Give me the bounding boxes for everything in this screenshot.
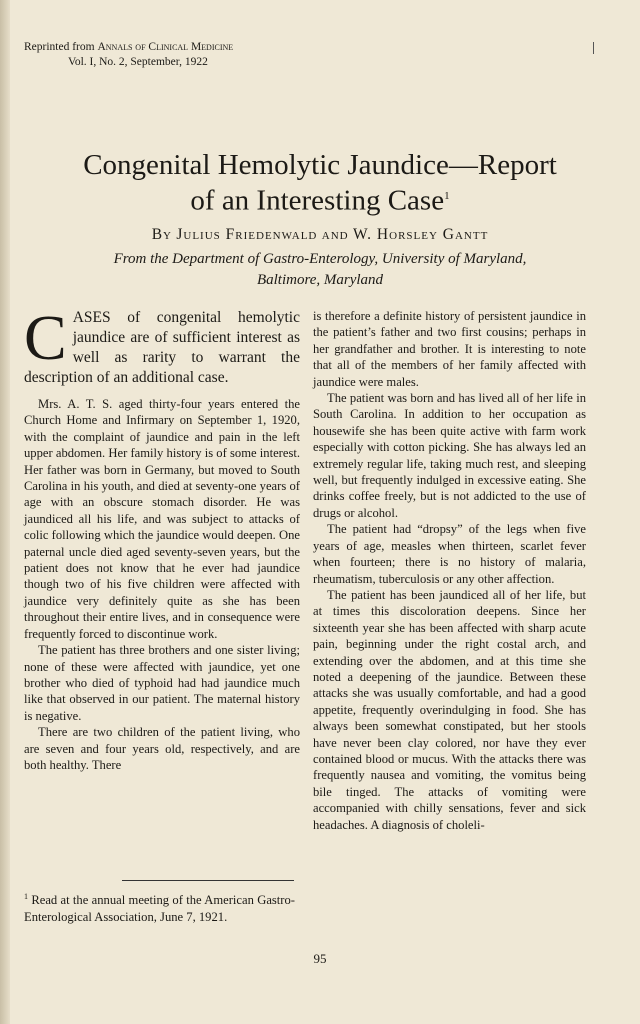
author-1: Julius Friedenwald <box>176 226 318 243</box>
reprint-prefix: Reprinted from <box>24 41 95 53</box>
title-line-1: Congenital Hemolytic Jaundice—Report <box>83 149 557 181</box>
left-paragraph-3: There are two children of the patient living, who are seven and four years old, respectively, and are both healthy. There <box>24 725 300 772</box>
affiliation-line-2: Baltimore, Maryland <box>256 272 384 288</box>
footnote <box>24 889 295 925</box>
right-paragraph-3: The patient had “dropsy” of the legs when five years of age, measles when thirteen, scarlet fever when fourteen; there is no history of malaria, rheumatism, tuberculosis or any other affection. <box>313 522 586 586</box>
footnote-divider <box>122 880 294 881</box>
right-paragraph-2: The patient was born and has lived all of her life in South Carolina. In addition to her occupation as housewife she has been quite active with farm work especially with cotton picking. She has always led an extremely regular life, taking much rest, and sleeping well, but frequently indulged in excessive eating. She drinks coffee freely, but is not addicted to the use of drugs or alcohol. <box>313 391 586 520</box>
left-paragraph-1: Mrs. A. T. S. aged thirty-four years entered the Church Home and Infirmary on September 1, 1920, with the complaint of jaundice and pain in the left upper abdomen. Her family history is of some interest. Her father was born in Germany, but moved to South Carolina in his youth, and died at seventy-one years of age with an obscure stomach disorder. He was jaundiced all his life, and was subject to attacks of colic following which the jaundice would deepen. One paternal uncle died aged seventy-seven years, but the patient does not know that he ever had jaundice though two of his five children were affected with jaundice very definitely quite as she has been throughout their entire lives, and in consequence were frequently forced to discontinue work. <box>24 397 300 641</box>
article-title <box>20 150 620 217</box>
footnote-text: Read at the annual meeting of the American Gastro-Enterological Association, June 7, 1921. <box>24 893 295 924</box>
title-footnote-mark: 1 <box>444 190 450 202</box>
volume-info: Vol. I, No. 2, September, 1922 <box>68 56 208 68</box>
drop-cap: C <box>24 302 67 373</box>
lead-text: ASES of congenital hemolytic jaundice are of sufficient interest as well as rarity to warrant the description of an additional case. <box>24 309 300 386</box>
page-spine-shadow <box>0 0 10 1024</box>
and-label: and <box>321 226 349 243</box>
right-paragraph-4: The patient has been jaundiced all of her life, but at times this discoloration deepens. Since her sixteenth year she has been affected with sharp acute pain, beginning under the right costal arch, and extending over the abdomen, and at this time she noted a deepening of the jaundice. Between these attacks she was usually comfortable, and had a good appetite, frequently overindulging in food. She has always been somewhat constipated, but her stools have never been clay colored, nor have they ever contained blood or mucus. With the attacks there was frequently nausea and vomiting, the vomitus being bile tinged. The attacks of vomiting were accompanied with chilly sensations, fever and sick headaches. A diagnosis of choleli- <box>313 587 586 832</box>
title-line-2: of an Interesting Case <box>190 184 445 217</box>
footnote-mark: 1 <box>24 892 28 901</box>
by-label: By <box>151 226 172 243</box>
reprint-notice <box>24 40 233 70</box>
affiliation-line-1: From the Department of Gastro-Enterology, University of Maryland, <box>113 251 527 267</box>
author-line <box>20 226 620 244</box>
left-paragraph-2: The patient has three brothers and one sister living; none of these were affected with jaundice, yet one brother who died of typhoid had had jaundice much like that observed in our patient. The maternal history is negative. <box>24 643 300 723</box>
left-column <box>24 302 300 773</box>
right-column <box>313 308 586 833</box>
author-2: W. Horsley Gantt <box>352 226 489 243</box>
affiliation <box>20 249 620 291</box>
journal-name: Annals of Clinical Medicine <box>97 41 234 53</box>
right-paragraph-1: is therefore a definite history of persistent jaundice in the patient’s father and two first cousins; perhaps in her grandfather and brother. It is interesting to note that all of the members of her family affected with jaundice were males. <box>313 309 586 389</box>
margin-mark <box>593 42 594 54</box>
page-number: 95 <box>313 951 327 966</box>
lead-paragraph <box>24 302 300 388</box>
